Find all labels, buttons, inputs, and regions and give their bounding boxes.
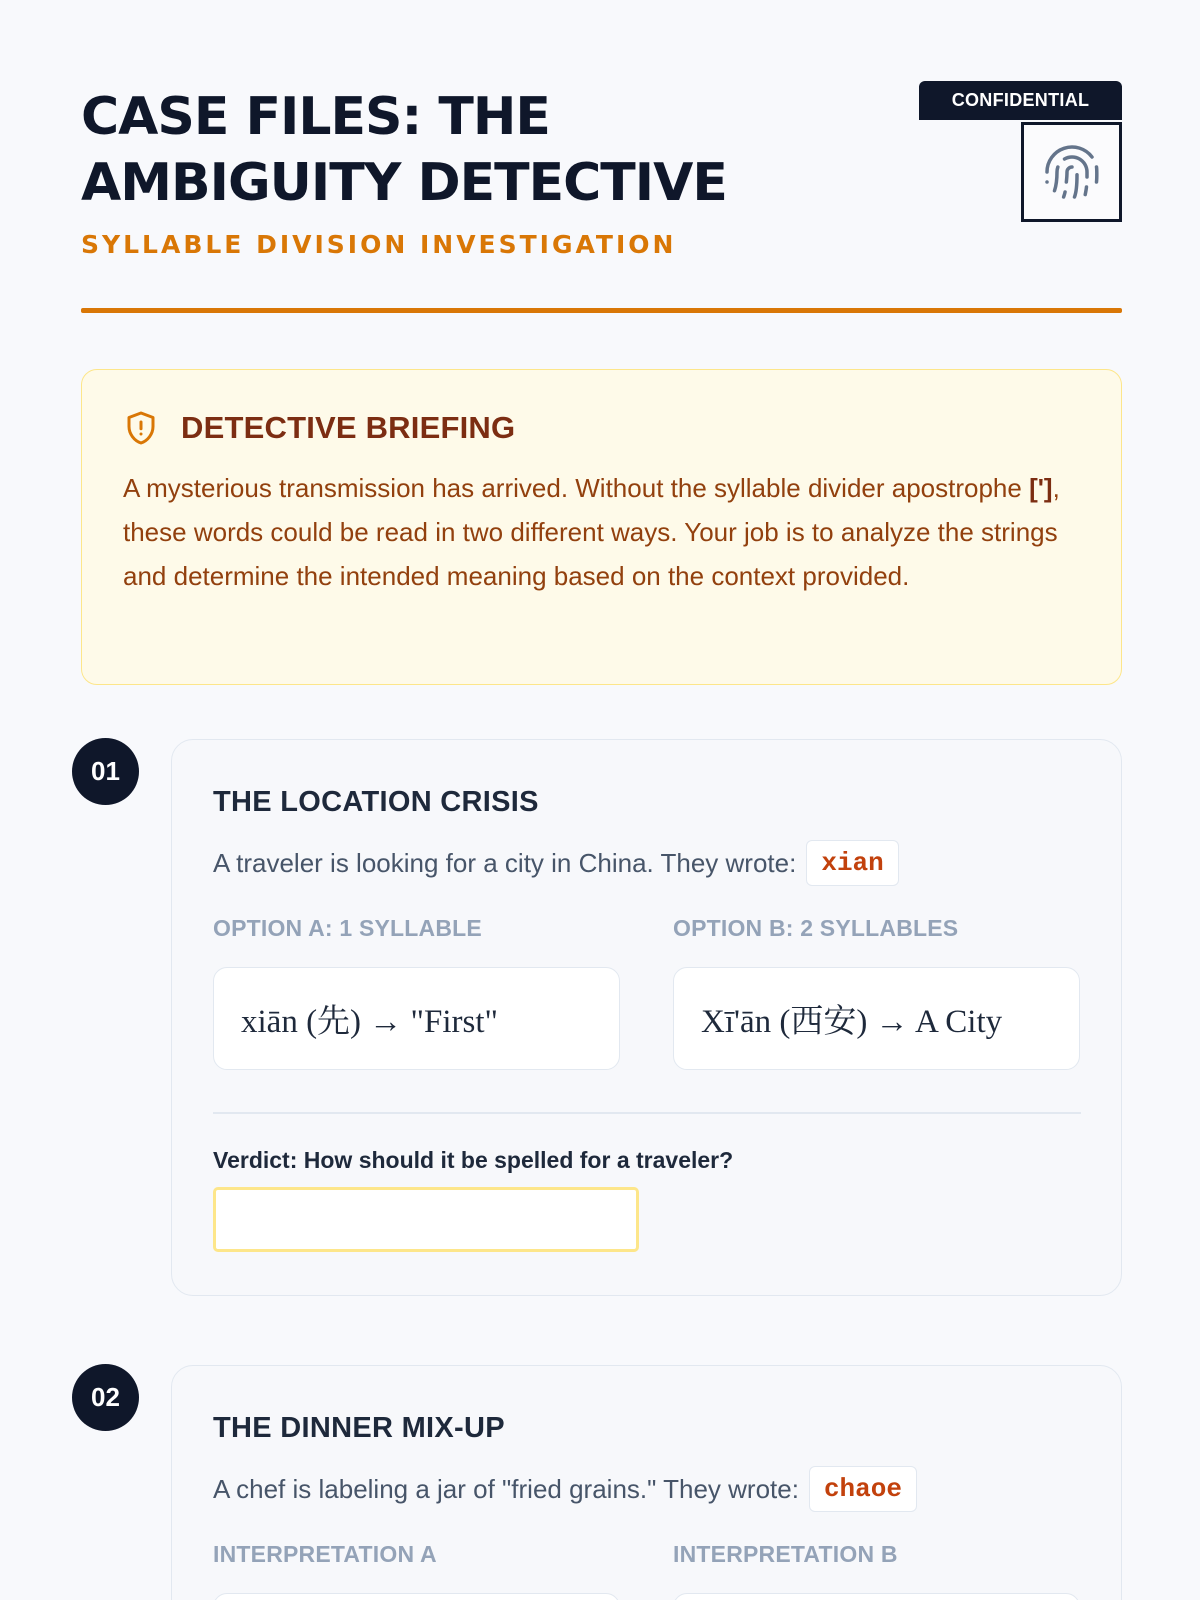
interpretation-a-label: INTERPRETATION A — [213, 1541, 437, 1567]
page-subtitle: SYLLABLE DIVISION INVESTIGATION — [81, 230, 677, 259]
briefing-title: DETECTIVE BRIEFING — [181, 410, 516, 445]
case-code: chaoe — [809, 1466, 917, 1512]
interpretation-b-card[interactable] — [673, 1593, 1080, 1600]
briefing-apostrophe: ['] — [1029, 473, 1053, 503]
shield-alert-icon — [123, 410, 159, 446]
briefing-text-part1: A mysterious transmission has arrived. Without the syllable divider apostrophe — [123, 473, 1030, 503]
case-title: THE LOCATION CRISIS — [213, 786, 539, 818]
option-a-card[interactable]: xiān (先) → "First" — [213, 967, 620, 1070]
interpretation-b-label: INTERPRETATION B — [673, 1541, 898, 1567]
detective-briefing — [81, 369, 1122, 685]
briefing-text-part2: , these words could be read in two different ways. Your job is to analyze the strings and determine the intended meaning based on the context provided. — [123, 473, 1060, 591]
case-number-badge: 02 — [72, 1364, 139, 1431]
header-divider — [81, 308, 1122, 313]
case-description — [213, 840, 899, 886]
stamp-box — [1021, 122, 1122, 222]
option-a-label: OPTION A: 1 SYLLABLE — [213, 915, 482, 941]
confidential-stamp — [919, 81, 1122, 120]
page-title: CASE FILES: THE AMBIGUITY DETECTIVE — [81, 87, 727, 213]
case-description-text: A traveler is looking for a city in China. They wrote: — [213, 847, 797, 878]
briefing-text — [123, 466, 1081, 598]
fingerprint-icon — [1042, 142, 1102, 202]
case-card-dinner-mixup — [171, 1365, 1122, 1600]
option-b-label: OPTION B: 2 SYLLABLES — [673, 915, 959, 941]
case-number-badge: 01 — [72, 738, 139, 805]
case-description-text: A chef is labeling a jar of "fried grains." They wrote: — [213, 1473, 799, 1504]
case-code: xian — [806, 840, 898, 886]
verdict-input[interactable] — [213, 1187, 639, 1252]
interpretation-a-card[interactable] — [213, 1593, 620, 1600]
briefing-header — [123, 410, 1081, 446]
option-b-card[interactable]: Xī'ān (西安) → A City — [673, 967, 1080, 1070]
case-title: THE DINNER MIX-UP — [213, 1412, 505, 1444]
confidential-label: CONFIDENTIAL — [919, 81, 1122, 120]
case-card-location-crisis — [171, 739, 1122, 1296]
card-divider — [213, 1112, 1081, 1114]
verdict-label: Verdict: How should it be spelled for a traveler? — [213, 1147, 734, 1173]
case-description — [213, 1466, 917, 1512]
